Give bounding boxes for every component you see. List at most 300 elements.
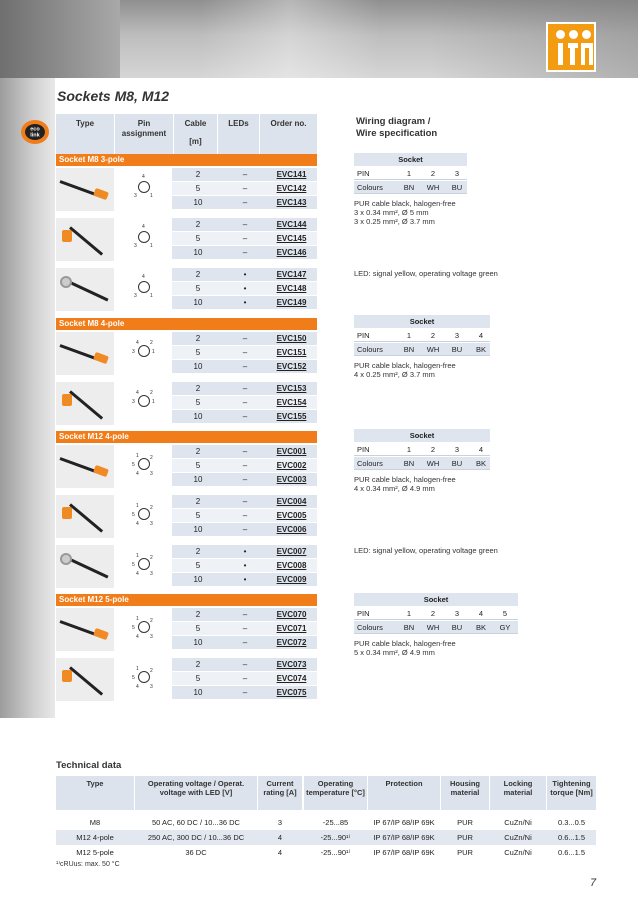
led-indicator: –: [242, 624, 248, 633]
pin-number: 1: [136, 503, 139, 509]
table-row: [172, 332, 317, 345]
product-image: [56, 218, 114, 262]
pin-number: 2: [430, 609, 436, 618]
table-row: [172, 573, 317, 586]
cable-length: 5: [195, 511, 201, 520]
pin-diagram: [132, 226, 156, 250]
table-row: [172, 268, 317, 281]
cable-length: 2: [195, 220, 201, 229]
table-row: [172, 182, 317, 195]
led-indicator: –: [242, 170, 248, 179]
pin-circle: [138, 231, 150, 243]
order-number-link[interactable]: EVC073: [276, 660, 307, 669]
pin-number: 4: [136, 390, 139, 396]
pin-assignment: [114, 168, 172, 212]
pin-number: 4: [136, 521, 139, 527]
order-number-link[interactable]: EVC002: [276, 461, 307, 470]
pin-circle: [138, 508, 150, 520]
wire-colour: BU: [451, 345, 463, 354]
footnote: ¹⁾cRUus: max. 50 °C: [56, 861, 120, 868]
pin-diagram: [132, 276, 156, 300]
pin-number: 4: [142, 224, 145, 230]
cable-length: 10: [193, 475, 203, 484]
cable-length: 10: [193, 298, 203, 307]
cable-length: 10: [193, 198, 203, 207]
pin-number: 2: [150, 505, 153, 511]
pin-circle: [138, 558, 150, 570]
product-group: [56, 545, 317, 589]
colour-label: Colours: [357, 623, 383, 632]
colour-row: [354, 457, 490, 470]
led-note: LED: signal yellow, operating voltage green: [354, 546, 498, 555]
table-row: [172, 282, 317, 295]
cable-length: 5: [195, 561, 201, 570]
tech-col-header: Operating voltage / Operat. voltage with LED [V]: [135, 776, 257, 810]
wiring-heading: Wiring diagram / Wire specification: [356, 116, 438, 139]
pin-diagram: [132, 503, 156, 527]
pin-assignment: [114, 495, 172, 539]
pin-number: 2: [150, 618, 153, 624]
colour-row: [354, 181, 467, 194]
table-row: [172, 608, 317, 621]
product-group: [56, 658, 317, 702]
order-number-link[interactable]: EVC009: [276, 575, 307, 584]
pin-number: 2: [430, 169, 436, 178]
pin-number: 4: [136, 340, 139, 346]
pin-assignment: [114, 608, 172, 652]
cable-graphic: [69, 666, 103, 695]
wire-colour: BK: [475, 623, 486, 632]
pin-diagram: [132, 666, 156, 690]
wire-colour: BN: [403, 183, 415, 192]
tech-col-header: Protection: [368, 776, 440, 810]
pin-number: 5: [502, 609, 508, 618]
cable-length: 10: [193, 575, 203, 584]
pin-number: 4: [136, 471, 139, 477]
tech-cell: 3: [277, 818, 283, 827]
table-row: [172, 396, 317, 409]
wire-spec-note: 4 x 0.25 mm², Ø 3.7 mm: [354, 370, 435, 379]
pin-circle: [138, 345, 150, 357]
order-number-link[interactable]: EVC149: [276, 298, 307, 307]
table-row: [172, 168, 317, 181]
led-indicator: –: [242, 384, 248, 393]
led-indicator: –: [242, 184, 248, 193]
order-number-link[interactable]: EVC142: [276, 184, 307, 193]
led-indicator: –: [242, 525, 248, 534]
order-number-link[interactable]: EVC001: [276, 447, 307, 456]
pin-assignment: [114, 218, 172, 262]
pin-circle: [138, 281, 150, 293]
tech-cell: PUR: [457, 848, 473, 857]
pin-diagram: [132, 453, 156, 477]
pin-assignment: [114, 332, 172, 376]
cable-length: 2: [195, 334, 201, 343]
pin-number: 1: [150, 243, 153, 249]
tech-cell: 4: [277, 833, 283, 842]
cable-length: 10: [193, 525, 203, 534]
wire-colour: BK: [475, 345, 486, 354]
tech-cell: CuZn/Ni: [504, 848, 532, 857]
pin-row: [354, 329, 490, 342]
connector-graphic: [60, 276, 72, 288]
tech-cell: -25...90¹⁾: [320, 833, 351, 842]
pin-number: 5: [132, 625, 135, 631]
cable-graphic: [69, 226, 103, 255]
product-image: [56, 608, 114, 652]
pin-number: 1: [150, 293, 153, 299]
pin-number: 1: [406, 331, 412, 340]
pin-number: 1: [406, 445, 412, 454]
wire-spec-note: PUR cable black, halogen-free: [354, 639, 456, 648]
led-indicator: –: [242, 198, 248, 207]
pin-assignment: [114, 545, 172, 589]
cable-length: 5: [195, 348, 201, 357]
led-indicator: •: [243, 561, 247, 570]
pin-number: 3: [454, 445, 460, 454]
wire-spec-note: 3 x 0.25 mm², Ø 3.7 mm: [354, 217, 435, 226]
order-number-link[interactable]: EVC141: [276, 170, 307, 179]
pin-number: 1: [150, 193, 153, 199]
pin-number: 1: [136, 553, 139, 559]
order-number-link[interactable]: EVC074: [276, 674, 307, 683]
header-banner: [0, 0, 638, 78]
led-indicator: –: [242, 461, 248, 470]
led-indicator: –: [242, 412, 248, 421]
banner-shade: [0, 0, 120, 78]
order-number-link[interactable]: EVC154: [276, 398, 307, 407]
table-row: [172, 545, 317, 558]
tech-cell: IP 67/IP 68/IP 69K: [373, 848, 435, 857]
pin-label: PIN: [357, 331, 370, 340]
tech-row: [56, 845, 596, 860]
product-image: [56, 545, 114, 589]
led-indicator: –: [242, 234, 248, 243]
ecolink-badge: [20, 118, 50, 146]
led-indicator: –: [242, 362, 248, 371]
product-image: [56, 445, 114, 489]
pin-circle: [138, 621, 150, 633]
pin-number: 1: [406, 169, 412, 178]
led-indicator: •: [243, 298, 247, 307]
table-row: [172, 523, 317, 536]
tech-cell: IP 67/IP 68/IP 69K: [373, 833, 435, 842]
table-row: [172, 459, 317, 472]
pin-number: 2: [150, 455, 153, 461]
cable-graphic: [67, 557, 108, 578]
cable-length: 10: [193, 688, 203, 697]
decorative-left-strip: [0, 78, 55, 718]
led-indicator: •: [243, 547, 247, 556]
connector-graphic: [62, 394, 72, 406]
order-number-link[interactable]: EVC150: [276, 334, 307, 343]
cable-length: 2: [195, 384, 201, 393]
order-number-link[interactable]: EVC152: [276, 362, 307, 371]
tech-row: [56, 830, 596, 845]
product-group: [56, 332, 317, 376]
pin-diagram: [132, 176, 156, 200]
tech-cell: 0.6...1.5: [557, 833, 586, 842]
product-group: [56, 168, 317, 212]
cable-length: 5: [195, 184, 201, 193]
table-row: [172, 622, 317, 635]
wiring-table: [354, 593, 518, 635]
tech-cell: 250 AC, 300 DC / 10...36 DC: [147, 833, 245, 842]
wire-colour: BU: [451, 623, 463, 632]
product-group: [56, 382, 317, 426]
section-title: Socket M8 3-pole: [56, 154, 317, 166]
tech-cell: PUR: [457, 833, 473, 842]
wire-colour: BU: [451, 459, 463, 468]
pin-row: [354, 607, 518, 620]
pin-number: 4: [142, 274, 145, 280]
tech-col-header: Tightening torque [Nm]: [547, 776, 596, 810]
pin-number: 1: [136, 616, 139, 622]
cable-length: 2: [195, 497, 201, 506]
pin-row: [354, 167, 467, 180]
connector-graphic: [60, 553, 72, 565]
order-number-link[interactable]: EVC153: [276, 384, 307, 393]
connector-graphic: [62, 230, 72, 242]
tech-cell: PUR: [457, 818, 473, 827]
cable-length: 2: [195, 270, 201, 279]
pin-circle: [138, 671, 150, 683]
order-number-link[interactable]: EVC008: [276, 561, 307, 570]
cable-length: 5: [195, 284, 201, 293]
tech-cell: -25...90¹⁾: [320, 848, 351, 857]
pin-assignment: [114, 268, 172, 312]
table-row: [172, 246, 317, 259]
cable-length: 2: [195, 610, 201, 619]
pin-number: 4: [136, 571, 139, 577]
led-indicator: –: [242, 475, 248, 484]
order-number-link[interactable]: EVC151: [276, 348, 307, 357]
page-number: 7: [590, 877, 597, 889]
pin-row: [354, 443, 490, 456]
cable-length: 2: [195, 660, 201, 669]
pin-number: 3: [150, 521, 153, 527]
pin-number: 3: [132, 399, 135, 405]
banner-highlight: [200, 0, 380, 78]
wire-colour: WH: [426, 183, 440, 192]
order-number-link[interactable]: EVC155: [276, 412, 307, 421]
wire-spec-note: 4 x 0.34 mm², Ø 4.9 mm: [354, 484, 435, 493]
led-indicator: –: [242, 447, 248, 456]
cable-graphic: [69, 390, 103, 419]
pin-number: 2: [150, 555, 153, 561]
col-header-pin: Pin assignment: [115, 114, 173, 154]
cable-length: 10: [193, 248, 203, 257]
pin-number: 3: [134, 293, 137, 299]
product-group: [56, 268, 317, 312]
tech-cell: CuZn/Ni: [504, 818, 532, 827]
cable-length: 5: [195, 234, 201, 243]
table-row: [172, 495, 317, 508]
table-row: [172, 559, 317, 572]
tech-cell: CuZn/Ni: [504, 833, 532, 842]
tech-col-header: Current rating [A]: [258, 776, 302, 810]
table-row: [172, 686, 317, 699]
led-indicator: •: [243, 575, 247, 584]
pin-number: 3: [150, 571, 153, 577]
product-image: [56, 382, 114, 426]
order-number-link[interactable]: EVC147: [276, 270, 307, 279]
pin-number: 4: [478, 331, 484, 340]
table-row: [172, 658, 317, 671]
order-number-link[interactable]: EVC145: [276, 234, 307, 243]
led-indicator: •: [243, 270, 247, 279]
led-note: LED: signal yellow, operating voltage green: [354, 269, 498, 278]
order-number-link[interactable]: EVC071: [276, 624, 307, 633]
connector-graphic: [93, 352, 109, 364]
pin-number: 4: [142, 174, 145, 180]
order-number-link[interactable]: EVC007: [276, 547, 307, 556]
wire-colour: WH: [426, 459, 440, 468]
svg-text:link: link: [30, 132, 40, 139]
product-group: [56, 608, 317, 652]
page-title: Sockets M8, M12: [57, 88, 170, 104]
pin-number: 5: [132, 512, 135, 518]
product-image: [56, 332, 114, 376]
wiring-table-header: Socket: [354, 429, 490, 442]
led-indicator: –: [242, 248, 248, 257]
product-image: [56, 495, 114, 539]
wiring-table: [354, 429, 490, 471]
wire-colour: BU: [451, 183, 463, 192]
table-row: [172, 360, 317, 373]
connector-graphic: [93, 188, 109, 200]
table-row: [172, 509, 317, 522]
order-number-link[interactable]: EVC075: [276, 688, 307, 697]
wire-spec-note: 3 x 0.34 mm², Ø 5 mm: [354, 208, 429, 217]
tech-cell: M8: [89, 818, 101, 827]
pin-number: 3: [134, 193, 137, 199]
table-row: [172, 346, 317, 359]
pin-number: 2: [150, 340, 153, 346]
order-number-link[interactable]: EVC005: [276, 511, 307, 520]
table-row: [172, 296, 317, 309]
col-header-leds: LEDs: [218, 114, 259, 154]
cable-length: 10: [193, 412, 203, 421]
wiring-table-header: Socket: [354, 315, 490, 328]
pin-number: 4: [478, 445, 484, 454]
wiring-table: [354, 153, 467, 195]
col-header-cable: Cable [m]: [174, 114, 217, 154]
cable-length: 5: [195, 398, 201, 407]
section-title: Socket M8 4-pole: [56, 318, 317, 330]
pin-number: 1: [152, 399, 155, 405]
pin-assignment: [114, 658, 172, 702]
led-indicator: –: [242, 497, 248, 506]
wire-colour: BK: [475, 459, 486, 468]
cable-length: 10: [193, 362, 203, 371]
pin-number: 5: [132, 462, 135, 468]
led-indicator: –: [242, 610, 248, 619]
connector-graphic: [93, 628, 109, 640]
tech-col-header: Type: [56, 776, 134, 810]
pin-number: 3: [134, 243, 137, 249]
pin-number: 5: [132, 562, 135, 568]
wire-colour: WH: [426, 623, 440, 632]
cable-length: 2: [195, 547, 201, 556]
order-number-link[interactable]: EVC148: [276, 284, 307, 293]
pin-number: 2: [150, 668, 153, 674]
order-number-link[interactable]: EVC143: [276, 198, 307, 207]
pin-number: 2: [430, 331, 436, 340]
pin-circle: [138, 181, 150, 193]
wire-colour: BN: [403, 459, 415, 468]
tech-cell: M12 5-pole: [76, 848, 114, 857]
wire-spec-note: 5 x 0.34 mm², Ø 4.9 mm: [354, 648, 435, 657]
pin-number: 3: [150, 684, 153, 690]
pin-diagram: [132, 616, 156, 640]
wire-spec-note: PUR cable black, halogen-free: [354, 199, 456, 208]
product-group: [56, 445, 317, 489]
pin-number: 4: [136, 684, 139, 690]
led-indicator: –: [242, 398, 248, 407]
order-number-link[interactable]: EVC070: [276, 610, 307, 619]
led-indicator: –: [242, 348, 248, 357]
table-row: [172, 382, 317, 395]
wiring-table-header: Socket: [354, 153, 467, 166]
tech-row: [56, 815, 596, 830]
colour-row: [354, 343, 490, 356]
svg-text:eco: eco: [30, 126, 40, 133]
connector-graphic: [62, 507, 72, 519]
pin-number: 3: [454, 609, 460, 618]
table-row: [172, 445, 317, 458]
pin-number: 3: [132, 349, 135, 355]
pin-number: 1: [406, 609, 412, 618]
tech-cell: 0.3...0.5: [557, 818, 586, 827]
tech-cell: IP 67/IP 68/IP 69K: [373, 818, 435, 827]
connector-graphic: [93, 465, 109, 477]
pin-diagram: [132, 553, 156, 577]
order-number-link[interactable]: EVC003: [276, 475, 307, 484]
colour-label: Colours: [357, 345, 383, 354]
pin-number: 3: [150, 471, 153, 477]
tech-cell: 4: [277, 848, 283, 857]
led-indicator: •: [243, 284, 247, 293]
pin-number: 3: [454, 169, 460, 178]
pin-circle: [138, 395, 150, 407]
order-number-link[interactable]: EVC006: [276, 525, 307, 534]
table-row: [172, 636, 317, 649]
led-indicator: –: [242, 638, 248, 647]
order-number-link[interactable]: EVC144: [276, 220, 307, 229]
tech-cell: M12 4-pole: [76, 833, 114, 842]
pin-label: PIN: [357, 445, 370, 454]
table-row: [172, 473, 317, 486]
led-indicator: –: [242, 674, 248, 683]
table-row: [172, 410, 317, 423]
pin-number: 1: [136, 666, 139, 672]
order-number-link[interactable]: EVC004: [276, 497, 307, 506]
colour-label: Colours: [357, 183, 383, 192]
product-image: [56, 268, 114, 312]
tech-cell: 36 DC: [185, 848, 207, 857]
led-indicator: –: [242, 334, 248, 343]
table-row: [172, 672, 317, 685]
table-row: [172, 218, 317, 231]
order-number-link[interactable]: EVC072: [276, 638, 307, 647]
order-number-link[interactable]: EVC146: [276, 248, 307, 257]
led-indicator: –: [242, 511, 248, 520]
cable-length: 5: [195, 674, 201, 683]
wire-spec-note: PUR cable black, halogen-free: [354, 361, 456, 370]
pin-diagram: [132, 340, 156, 364]
wiring-table: [354, 315, 490, 357]
